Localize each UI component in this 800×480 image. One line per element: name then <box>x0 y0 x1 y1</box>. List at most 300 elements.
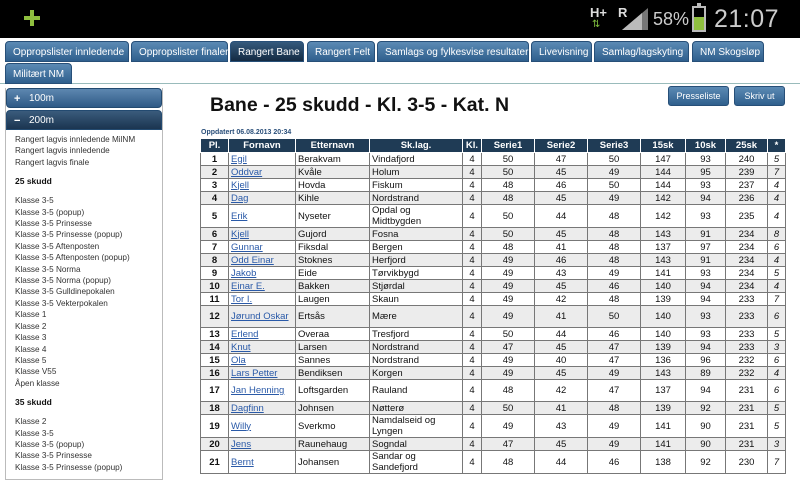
tab-samlag-lagskyting[interactable]: Samlag/lagskyting <box>594 41 689 62</box>
score-15-cell: 143 <box>641 228 686 241</box>
score-25-cell: 231 <box>726 402 768 415</box>
class-cell: 4 <box>463 153 482 166</box>
accordion-label: 100m <box>29 93 55 104</box>
score-10-cell: 92 <box>686 451 726 474</box>
sidebar <box>5 88 163 480</box>
series1-cell: 50 <box>482 205 535 228</box>
table-row <box>201 179 786 192</box>
place-cell: 2 <box>201 166 229 179</box>
table-row <box>201 280 786 293</box>
tab-militaert-nm[interactable]: Militært NM <box>5 63 72 84</box>
first-name-link <box>229 402 296 415</box>
last-name-cell: Berakvam <box>296 153 370 166</box>
star-cell: 4 <box>768 192 786 205</box>
athlete-link[interactable]: Ola <box>231 354 246 366</box>
score-15-cell: 143 <box>641 254 686 267</box>
press-list-button[interactable]: Presseliste <box>668 86 729 106</box>
athlete-link[interactable]: Kjell <box>231 228 249 240</box>
network-type: H+ <box>590 5 607 20</box>
series1-cell: 49 <box>482 415 535 438</box>
table-row <box>201 293 786 306</box>
column-header: 15sk <box>641 139 686 153</box>
score-25-cell: 233 <box>726 306 768 328</box>
first-name-link <box>229 293 296 306</box>
battery-percent: 58% <box>653 9 690 29</box>
score-25-cell: 231 <box>726 380 768 402</box>
last-name-cell: Bakken <box>296 280 370 293</box>
series2-cell: 44 <box>535 328 588 341</box>
club-cell: Sogndal <box>370 438 463 451</box>
series1-cell: 49 <box>482 354 535 367</box>
first-name-link <box>229 166 296 179</box>
score-15-cell: 137 <box>641 241 686 254</box>
sidebar-link[interactable]: Åpen klasse <box>15 378 60 388</box>
athlete-link[interactable]: Egil <box>231 153 247 165</box>
place-cell: 1 <box>201 153 229 166</box>
star-cell: 6 <box>768 380 786 402</box>
series3-cell: 49 <box>588 166 641 179</box>
sidebar-link[interactable]: Klasse 3-5 <box>15 428 54 438</box>
class-cell: 4 <box>463 306 482 328</box>
sidebar-link[interactable]: Rangert lagvis finale <box>15 157 90 167</box>
signal-icon <box>620 8 650 30</box>
series2-cell: 44 <box>535 451 588 474</box>
score-25-cell: 234 <box>726 280 768 293</box>
series3-cell: 49 <box>588 267 641 280</box>
series2-cell: 42 <box>535 380 588 402</box>
column-header: Kl. <box>463 139 482 153</box>
first-name-link <box>229 367 296 380</box>
star-cell: 6 <box>768 354 786 367</box>
score-10-cell: 93 <box>686 153 726 166</box>
column-header: Sk.lag. <box>370 139 463 153</box>
series2-cell: 43 <box>535 267 588 280</box>
series1-cell: 50 <box>482 166 535 179</box>
score-25-cell: 239 <box>726 166 768 179</box>
score-25-cell: 234 <box>726 254 768 267</box>
last-name-cell: Johansen <box>296 451 370 474</box>
last-name-cell: Fiksdal <box>296 241 370 254</box>
score-15-cell: 141 <box>641 415 686 438</box>
score-10-cell: 93 <box>686 205 726 228</box>
series2-cell: 45 <box>535 228 588 241</box>
athlete-link[interactable]: Willy <box>231 420 252 432</box>
sidebar-link[interactable]: Klasse 3-5 Gulldinepokalen <box>15 287 115 297</box>
sidebar-link[interactable]: Klasse 3-5 Norma <box>15 264 81 274</box>
sidebar-link[interactable]: Klasse 2 <box>15 417 47 427</box>
club-cell: Vindafjord <box>370 153 463 166</box>
series3-cell: 48 <box>588 402 641 415</box>
sidebar-link[interactable]: Klasse 3 <box>15 333 47 343</box>
last-name-cell: Johnsen <box>296 402 370 415</box>
score-15-cell: 143 <box>641 367 686 380</box>
score-15-cell: 141 <box>641 438 686 451</box>
series1-cell: 49 <box>482 306 535 328</box>
table-row <box>201 451 786 474</box>
first-name-link <box>229 328 296 341</box>
star-cell: 3 <box>768 341 786 354</box>
series3-cell: 48 <box>588 293 641 306</box>
star-cell: 5 <box>768 402 786 415</box>
score-15-cell: 147 <box>641 153 686 166</box>
score-10-cell: 94 <box>686 280 726 293</box>
series3-cell: 46 <box>588 451 641 474</box>
score-15-cell: 139 <box>641 402 686 415</box>
series3-cell: 48 <box>588 205 641 228</box>
sidebar-link[interactable]: Klasse 3-5 Prinsesse (popup) <box>15 462 123 472</box>
score-25-cell: 234 <box>726 267 768 280</box>
score-10-cell: 95 <box>686 166 726 179</box>
score-15-cell: 139 <box>641 293 686 306</box>
athlete-link[interactable]: Lars Petter <box>231 367 278 379</box>
accordion-label: 200m <box>29 115 55 126</box>
series1-cell: 47 <box>482 341 535 354</box>
series3-cell: 49 <box>588 438 641 451</box>
place-cell: 13 <box>201 328 229 341</box>
series1-cell: 48 <box>482 451 535 474</box>
place-cell: 5 <box>201 205 229 228</box>
score-25-cell: 240 <box>726 153 768 166</box>
athlete-link[interactable]: Dag <box>231 192 249 204</box>
page-title: Bane - 25 skudd - Kl. 3-5 - Kat. N <box>210 94 510 116</box>
sidebar-link[interactable]: Klasse 1 <box>15 310 47 320</box>
column-header: Etternavn <box>296 139 370 153</box>
table-row <box>201 380 786 402</box>
table-row <box>201 415 786 438</box>
star-cell: 7 <box>768 166 786 179</box>
column-header: Pl. <box>201 139 229 153</box>
print-button[interactable]: Skriv ut <box>734 86 785 106</box>
score-10-cell: 89 <box>686 367 726 380</box>
place-cell: 20 <box>201 438 229 451</box>
series1-cell: 49 <box>482 280 535 293</box>
series3-cell: 47 <box>588 354 641 367</box>
last-name-cell: Larsen <box>296 341 370 354</box>
last-name-cell: Kvåle <box>296 166 370 179</box>
score-15-cell: 144 <box>641 166 686 179</box>
place-cell: 18 <box>201 402 229 415</box>
add-icon[interactable] <box>24 10 40 26</box>
score-10-cell: 93 <box>686 267 726 280</box>
athlete-link[interactable]: Jan Henning <box>231 385 285 396</box>
accordion-200m[interactable] <box>6 110 162 130</box>
series1-cell: 48 <box>482 192 535 205</box>
class-cell: 4 <box>463 241 482 254</box>
table-row <box>201 205 786 228</box>
series3-cell: 46 <box>588 328 641 341</box>
series3-cell: 47 <box>588 380 641 402</box>
star-cell: 6 <box>768 241 786 254</box>
first-name-link <box>229 254 296 267</box>
club-cell: Nordstrand <box>370 341 463 354</box>
column-header: Serie3 <box>588 139 641 153</box>
series3-cell: 50 <box>588 179 641 192</box>
table-row <box>201 354 786 367</box>
score-15-cell: 144 <box>641 179 686 192</box>
last-name-cell: Ertsås <box>296 306 370 328</box>
first-name-link <box>229 179 296 192</box>
tab-oppropslister-innledende[interactable]: Oppropslister innledende <box>5 41 129 62</box>
sidebar-link[interactable]: Klasse 3-5 Vekterpokalen <box>15 298 108 308</box>
sidebar-link[interactable]: Klasse 2 <box>15 321 47 331</box>
sidebar-link[interactable]: Klasse 3-5 (popup) <box>15 439 85 449</box>
place-cell: 11 <box>201 293 229 306</box>
series2-cell: 47 <box>535 153 588 166</box>
series3-cell: 47 <box>588 341 641 354</box>
class-cell: 4 <box>463 438 482 451</box>
club-cell: Tresfjord <box>370 328 463 341</box>
class-cell: 4 <box>463 179 482 192</box>
series3-cell: 50 <box>588 153 641 166</box>
club-cell: Tørvikbygd <box>370 267 463 280</box>
score-15-cell: 136 <box>641 354 686 367</box>
score-25-cell: 234 <box>726 241 768 254</box>
roaming-indicator: R <box>618 5 628 20</box>
class-cell: 4 <box>463 166 482 179</box>
score-25-cell: 233 <box>726 341 768 354</box>
collapse-icon: − <box>14 115 21 127</box>
star-cell: 4 <box>768 254 786 267</box>
star-cell: 6 <box>768 306 786 328</box>
sidebar-link[interactable]: Klasse 5 <box>15 355 47 365</box>
star-cell: 5 <box>768 328 786 341</box>
last-name-cell: Bendiksen <box>296 367 370 380</box>
series2-cell: 41 <box>535 241 588 254</box>
series1-cell: 49 <box>482 293 535 306</box>
club-cell: Nordstrand <box>370 354 463 367</box>
athlete-link[interactable]: Odd Einar <box>231 254 274 266</box>
place-cell: 15 <box>201 354 229 367</box>
series2-cell: 45 <box>535 192 588 205</box>
series2-cell: 41 <box>535 306 588 328</box>
score-25-cell: 235 <box>726 205 768 228</box>
first-name-link <box>229 438 296 451</box>
sidebar-link[interactable]: Klasse 3-5 (popup) <box>15 207 85 217</box>
last-name-cell: Loftsgarden <box>296 380 370 402</box>
athlete-link[interactable]: Knut <box>231 341 251 353</box>
place-cell: 19 <box>201 415 229 438</box>
score-10-cell: 97 <box>686 241 726 254</box>
score-15-cell: 142 <box>641 205 686 228</box>
series1-cell: 49 <box>482 267 535 280</box>
star-cell: 5 <box>768 415 786 438</box>
class-cell: 4 <box>463 293 482 306</box>
score-15-cell: 141 <box>641 267 686 280</box>
last-name-cell: Hovda <box>296 179 370 192</box>
data-transfer-icon: ⇅ <box>592 19 599 30</box>
score-10-cell: 92 <box>686 402 726 415</box>
place-cell: 3 <box>201 179 229 192</box>
series2-cell: 44 <box>535 205 588 228</box>
series1-cell: 50 <box>482 328 535 341</box>
class-cell: 4 <box>463 367 482 380</box>
score-10-cell: 94 <box>686 192 726 205</box>
expand-icon: + <box>14 93 21 105</box>
table-row <box>201 267 786 280</box>
series3-cell: 50 <box>588 306 641 328</box>
score-25-cell: 233 <box>726 328 768 341</box>
club-cell: Herfjord <box>370 254 463 267</box>
athlete-link[interactable]: Kjell <box>231 179 249 191</box>
athlete-link[interactable]: Tor I. <box>231 293 253 305</box>
series2-cell: 42 <box>535 293 588 306</box>
athlete-link[interactable]: Gunnar <box>231 241 263 253</box>
place-cell: 9 <box>201 267 229 280</box>
class-cell: 4 <box>463 415 482 438</box>
sidebar-link[interactable]: Rangert lagvis innledende <box>15 146 110 156</box>
score-10-cell: 90 <box>686 438 726 451</box>
tab-rangert-bane[interactable]: Rangert Bane <box>230 41 304 62</box>
table-row <box>201 341 786 354</box>
club-cell: Holum <box>370 166 463 179</box>
first-name-link <box>229 205 296 228</box>
updated-timestamp: Oppdatert 06.08.2013 20:34 <box>201 129 292 136</box>
series3-cell: 48 <box>588 228 641 241</box>
sidebar-link[interactable]: Rangert lagvis innledende MilNM <box>15 135 136 144</box>
sidebar-link[interactable]: Klasse 3-5 Aftenposten <box>15 241 100 251</box>
star-cell: 5 <box>768 153 786 166</box>
club-cell: Bergen <box>370 241 463 254</box>
club-cell: Fiskum <box>370 179 463 192</box>
score-15-cell: 140 <box>641 328 686 341</box>
sidebar-list <box>6 130 162 473</box>
table-row <box>201 228 786 241</box>
score-15-cell: 140 <box>641 306 686 328</box>
club-cell: Mære <box>370 306 463 328</box>
last-name-cell: Sverkmo <box>296 415 370 438</box>
athlete-link[interactable]: Dagfinn <box>231 402 264 414</box>
first-name-link <box>229 415 296 438</box>
score-10-cell: 94 <box>686 293 726 306</box>
score-15-cell: 140 <box>641 280 686 293</box>
last-name-cell: Eide <box>296 267 370 280</box>
athlete-link[interactable]: Erlend <box>231 328 259 340</box>
place-cell: 14 <box>201 341 229 354</box>
class-cell: 4 <box>463 341 482 354</box>
table-row <box>201 402 786 415</box>
table-row <box>201 306 786 328</box>
place-cell: 8 <box>201 254 229 267</box>
tab-nm-skogslop[interactable]: NM Skogsløp <box>692 41 764 62</box>
class-cell: 4 <box>463 192 482 205</box>
star-cell: 7 <box>768 451 786 474</box>
club-cell: Nordstrand <box>370 192 463 205</box>
score-25-cell: 233 <box>726 293 768 306</box>
sidebar-link[interactable]: Klasse 3-5 Prinsesse <box>15 451 92 461</box>
score-10-cell: 94 <box>686 380 726 402</box>
place-cell: 21 <box>201 451 229 474</box>
score-10-cell: 96 <box>686 354 726 367</box>
sidebar-link[interactable]: Klasse 3-5 Aftenposten (popup) <box>15 253 130 263</box>
last-name-cell: Nyseter <box>296 205 370 228</box>
first-name-link <box>229 451 296 474</box>
athlete-link[interactable]: Erik <box>231 210 248 222</box>
column-header: 25sk <box>726 139 768 153</box>
score-25-cell: 237 <box>726 179 768 192</box>
sidebar-group-title: 25 skudd <box>15 176 52 187</box>
class-cell: 4 <box>463 328 482 341</box>
last-name-cell: Kihle <box>296 192 370 205</box>
athlete-link[interactable]: Jørund Oskar <box>231 311 289 322</box>
first-name-link <box>229 241 296 254</box>
club-cell: Sandar og Sandefjord <box>370 451 463 474</box>
table-row <box>201 438 786 451</box>
series2-cell: 45 <box>535 367 588 380</box>
class-cell: 4 <box>463 267 482 280</box>
series1-cell: 48 <box>482 179 535 192</box>
place-cell: 6 <box>201 228 229 241</box>
tab-oppropslister-finaler[interactable]: Oppropslister finaler <box>131 41 228 62</box>
results-table <box>200 138 786 474</box>
class-cell: 4 <box>463 228 482 241</box>
status-bar <box>0 0 800 38</box>
accordion-100m[interactable] <box>6 88 162 108</box>
last-name-cell: Stoknes <box>296 254 370 267</box>
class-cell: 4 <box>463 402 482 415</box>
table-row <box>201 254 786 267</box>
athlete-link[interactable]: Einar E. <box>231 280 265 292</box>
star-cell: 3 <box>768 438 786 451</box>
series1-cell: 48 <box>482 380 535 402</box>
column-header: Fornavn <box>229 139 296 153</box>
score-25-cell: 232 <box>726 367 768 380</box>
sidebar-group-title: 35 skudd <box>15 397 52 408</box>
club-cell: Opdal og Midtbygden <box>370 205 463 228</box>
sidebar-link[interactable]: Klasse 3-5 Prinsesse <box>15 219 92 229</box>
sidebar-link[interactable]: Klasse 3-5 Prinsesse (popup) <box>15 230 123 240</box>
sidebar-link[interactable]: Klasse 3-5 Norma (popup) <box>15 276 112 286</box>
class-cell: 4 <box>463 380 482 402</box>
athlete-link[interactable]: Jens <box>231 438 252 450</box>
sidebar-link[interactable]: Klasse V55 <box>15 367 57 377</box>
series1-cell: 49 <box>482 254 535 267</box>
series3-cell: 49 <box>588 415 641 438</box>
first-name-link <box>229 267 296 280</box>
tab-samlags-fylkesvise[interactable]: Samlags og fylkesvise resultater <box>377 41 529 62</box>
first-name-link <box>229 306 296 328</box>
score-25-cell: 230 <box>726 451 768 474</box>
athlete-link[interactable]: Jakob <box>231 267 257 279</box>
athlete-link[interactable]: Bernt <box>231 456 254 468</box>
star-cell: 8 <box>768 228 786 241</box>
score-10-cell: 91 <box>686 254 726 267</box>
series1-cell: 50 <box>482 153 535 166</box>
score-25-cell: 231 <box>726 438 768 451</box>
series3-cell: 46 <box>588 280 641 293</box>
sidebar-link[interactable]: Klasse 3-5 <box>15 196 54 206</box>
tab-rangert-felt[interactable]: Rangert Felt <box>307 41 375 62</box>
clock: 21:07 <box>714 5 780 33</box>
score-25-cell: 232 <box>726 354 768 367</box>
last-name-cell: Laugen <box>296 293 370 306</box>
class-cell: 4 <box>463 205 482 228</box>
score-15-cell: 142 <box>641 192 686 205</box>
series2-cell: 43 <box>535 415 588 438</box>
sidebar-link[interactable]: Klasse 4 <box>15 344 47 354</box>
series2-cell: 41 <box>535 402 588 415</box>
series3-cell: 48 <box>588 241 641 254</box>
series2-cell: 46 <box>535 254 588 267</box>
tab-livevisning[interactable]: Livevisning <box>531 41 592 62</box>
column-header: 10sk <box>686 139 726 153</box>
club-cell: Nøtterø <box>370 402 463 415</box>
athlete-link[interactable]: Oddvar <box>231 166 263 178</box>
series3-cell: 49 <box>588 192 641 205</box>
score-10-cell: 93 <box>686 328 726 341</box>
star-cell: 4 <box>768 179 786 192</box>
series2-cell: 45 <box>535 280 588 293</box>
table-row <box>201 241 786 254</box>
